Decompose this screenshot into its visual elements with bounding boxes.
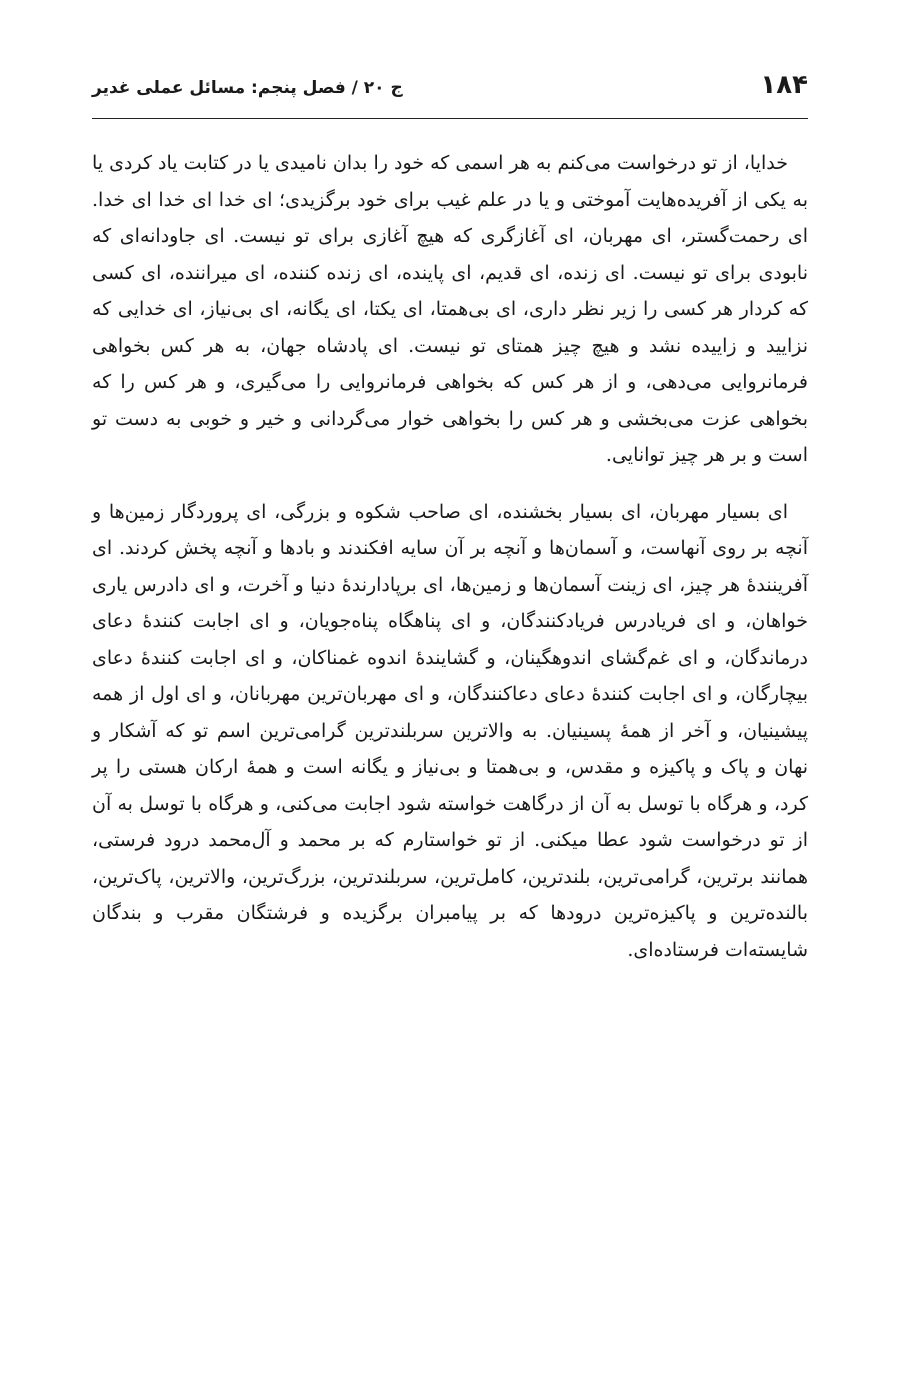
body-text <box>92 145 808 968</box>
book-page <box>92 70 808 988</box>
paragraph-1: خدایا، از تو درخواست می‌کنم به هر اسمی که خود را بدان نامیدی یا در کتابت یاد کردی یا به یکی از آفریده‌هایت آموختی و یا در علم غیب برای خود برگزیدی؛ ای خدا ای خدا ای خدا. ای رحمت‌گستر، ای مهربان، ای آغازگری که هیچ آغازی برای تو نیست. ای جاودانه‌ای که نابودی برای تو نیست. ای زنده، ای قدیم، ای پاینده، ای زنده کننده، ای میراننده، ای کسی که کردار هر کسی را زیر نظر داری، ای بی‌همتا، ای یکتا، ای یگانه، ای بی‌نیاز، ای خدایی که نزایید و زاییده نشد و هیچ چیز همتای تو نیست. ای پادشاه جهان، به هر کس بخواهی فرمانروایی می‌دهی، و از هر کس که بخواهی فرمانروایی را می‌گیری، و هر کس را که بخواهی عزت می‌بخشی و هر کس را بخواهی خوار می‌گردانی و خیر و خوبی به دست تو است و بر هر چیز توانایی. <box>92 152 808 466</box>
paragraph-2: ای بسیار مهربان، ای بسیار بخشنده، ای صاحب شکوه و بزرگی، ای پروردگار زمین‌ها و آنچه بر روی آنهاست، و آسمان‌ها و آنچه بر آن سایه افکندند و بادها و آنچه پخش کردند. ای آفرینندهٔ هر چیز، ای زینت آسمان‌ها و زمین‌ها، ای برپادارندهٔ دنیا و آخرت، و ای دادرس یاری خواهان، و ای فریادرس فریادکنندگان، و ای پناهگاه پناه‌جویان، و ای اجابت کنندهٔ دعای درماندگان، و ای غم‌گشای اندوهگینان، و گشایندهٔ اندوه غمناکان، و ای اجابت کنندهٔ دعای بیچارگان، و ای اجابت کنندهٔ دعای دعاکنندگان، و ای مهربان‌ترین مهربانان، و ای اول از همه پیشینیان، و آخر از همهٔ پسینیان. به والاترین سربلندترین گرامی‌ترین اسم تو که آشکار و نهان و پاک و پاکیزه و مقدس، و بی‌همتا و بی‌نیاز و یگانه است و همهٔ ارکان هستی را پر کرد، و هرگاه با توسل به آن از درگاهت خواسته شود اجابت می‌کنی، و هرگاه با توسل به آن از تو درخواست شود عطا میکنی. از تو خواستارم که بر محمد و آل‌محمد درود فرستی، همانند برترین، گرامی‌ترین، بلندترین، کامل‌ترین، سربلندترین، بزرگ‌ترین، والاترین، پاک‌ترین، بالنده‌ترین و پاکیزه‌ترین درودها که بر پیامبران برگزیده و فرشتگان مقرب و بندگان شایسته‌ات فرستاده‌ای. <box>92 500 808 961</box>
running-title: ج ۲۰ / فصل پنجم: مسائل عملی غدیر <box>92 78 403 98</box>
running-header <box>92 70 808 119</box>
page-number: ۱۸۴ <box>760 70 808 100</box>
